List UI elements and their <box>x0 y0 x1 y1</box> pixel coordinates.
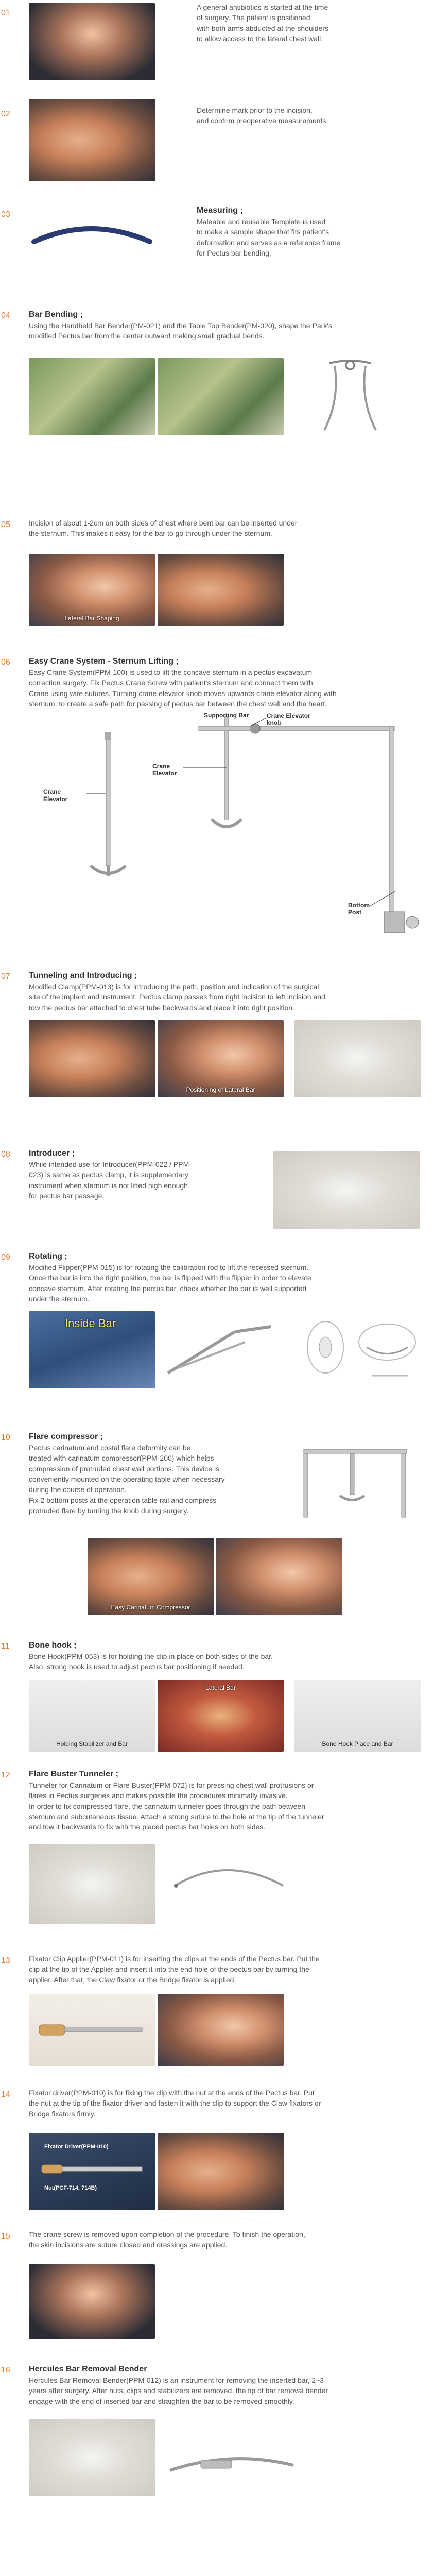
label-nut: Nut(PCF-714, 714B) <box>44 2185 97 2191</box>
label-crane-elevator-mid: Crane Elevator <box>152 762 177 777</box>
clip-applier-photo <box>29 1994 155 2066</box>
step-number: 14 <box>1 2090 10 2099</box>
step-14 <box>0 2087 434 2221</box>
step-description <box>29 1639 425 1672</box>
step-04 <box>0 307 434 500</box>
step-title: Bone hook ; <box>29 1641 77 1650</box>
text-line: and tow it backwards to fix with the placed pectus bar holes on both sides. <box>29 1823 266 1832</box>
text-line: the skin incisions are suture closed and dressings are applied. <box>29 2241 228 2249</box>
step-07 <box>0 969 434 1139</box>
crane-system-diagram <box>29 711 425 953</box>
step-number: 05 <box>1 520 10 529</box>
photo-caption: Lateral Bar Shaping <box>64 614 119 622</box>
step-number: 02 <box>1 110 10 118</box>
step-number: 08 <box>1 1150 10 1159</box>
skeleton-tunneler-photo <box>29 1844 155 1924</box>
text-line: Maleable and reusable Template is used <box>197 217 326 226</box>
text-line: Determine mark prior to the incision, <box>197 106 313 114</box>
incision-photo <box>158 554 284 626</box>
step-title: Tunneling and Introducing ; <box>29 971 137 980</box>
text-line: tow the pectus bar attached to chest tube backwards and place it into right position. <box>29 1003 294 1012</box>
photo-caption: Easy Carinatum Compressor <box>111 1603 190 1611</box>
text-line: Tunneler for Carinatum or Flare Buster(PPM-072) is for pressing chest wall protrusions or <box>29 1781 314 1790</box>
text-line: applier. After that, the Claw fixator or the Bridge fixator is applied. <box>29 1975 236 1984</box>
text-line: Crane using wire sutures. Turning crane elevator knob moves upwards crane elevator along with <box>29 689 337 698</box>
closing-incision-photo <box>29 2264 155 2339</box>
compressor-surgery-photo <box>216 1538 342 1615</box>
step-title: Easy Crane System - Sternum Lifting ; <box>29 657 179 666</box>
patient-positioning-photo <box>29 3 155 80</box>
step-03 <box>0 198 434 296</box>
text-line: with both arms abducted at the shoulders <box>197 24 329 32</box>
text-line: sternum, to create a safe path for passing of pectus bar between the chest wall and the heart. <box>29 700 327 708</box>
table-bender-photo <box>158 358 284 435</box>
text-line: sternum and subcutaneous tissue. Attach a strong suture to the hole at the tip of the tunneler <box>29 1812 324 1821</box>
handheld-bender-photo <box>29 358 155 435</box>
text-line: The crane screw is removed upon completion of the procedure. To finish the operation, <box>29 2230 305 2239</box>
step-number: 11 <box>1 1642 10 1651</box>
text-line: deformation and serves as a reference frame <box>197 238 341 247</box>
step-02 <box>0 98 434 196</box>
step-description <box>29 2088 425 2119</box>
text-line: Fixator driver(PPM-010) is for fixing the clip with the nut at the ends of the Pectus bar. Put <box>29 2089 315 2097</box>
fixator-driver-photo <box>29 2133 155 2210</box>
label-crane-elevator-knob: Crane Elevator knob <box>267 712 310 727</box>
bone-hook-surgery-photo <box>158 1680 284 1752</box>
text-line: Also, strong hook is used to adjust pectus bar positioning if needed. <box>29 1663 245 1671</box>
text-line: instrument when sternum is not lifted high enough <box>29 1181 188 1190</box>
text-line: Using the Handheld Bar Bender(PM-021) and the Table Top Bender(PM-020), shape the Park's <box>29 321 332 330</box>
text-line: flares in Pectus surgeries and makes possible the procedures minimally invasive. <box>29 1791 288 1800</box>
text-line: concave sternum. After rotating the pectus bar, check whether the bar is well supported <box>29 1284 307 1293</box>
photo-caption: Positioning of Lateral Bar <box>186 1086 255 1093</box>
step-15 <box>0 2228 434 2352</box>
step-number: 04 <box>1 311 10 320</box>
step-description <box>29 2229 425 2250</box>
compressor-applied-photo <box>88 1538 214 1615</box>
text-line: Pectus carinatum and costal flare deformity can be <box>29 1444 191 1452</box>
step-title: Measuring ; <box>197 206 243 215</box>
step-08 <box>0 1146 434 1244</box>
text-line: Modified Clamp(PPM-013) is for introducing the path, position and indication of the surgical <box>29 982 319 991</box>
text-line: Fix 2 bottom posts at the operation table rail and compress <box>29 1496 217 1504</box>
clip-applier-surgery-photo <box>158 1994 284 2066</box>
fixator-driver-surgery-photo <box>158 2133 284 2210</box>
text-line: of surgery. The patient is positioned <box>197 13 310 22</box>
step-description <box>29 518 425 539</box>
text-line: for Pectus bar bending. <box>197 249 271 258</box>
bone-hook-placement-photo <box>294 1680 421 1752</box>
step-06 <box>0 654 434 961</box>
step-number: 12 <box>1 1771 10 1780</box>
removal-skeleton-photo <box>29 2419 155 2496</box>
step-description <box>29 655 425 709</box>
removal-bender-photo <box>165 2439 299 2491</box>
step-number: 15 <box>1 2232 10 2241</box>
step-number: 13 <box>1 1956 10 1965</box>
text-line: In order to fix compressed flare, the carinatum tunneler goes through the path between <box>29 1802 305 1810</box>
text-line: site of the implant and instrument. Pectus clamp passes from right incision to left incision and <box>29 993 325 1002</box>
text-line: under the sternum. <box>29 1295 90 1303</box>
bar-positioning-photo <box>158 1020 284 1097</box>
photo-caption: Bone Hook Place and Bar <box>322 1740 393 1748</box>
text-line: Fixator Clip Applier(PPM-011) is for inserting the clips at the ends of the Pectus bar. Put the <box>29 1955 320 1963</box>
step-description <box>197 2 423 44</box>
text-line: conveniently mounted on the operating table when necessary <box>29 1475 225 1484</box>
photo-caption: Lateral Bar <box>205 1684 236 1691</box>
step-01 <box>0 0 434 88</box>
text-line: clip at the tip of the Applier and insert it into the end hole of the pectus bar by turning the <box>29 1965 309 1974</box>
text-line: Modified Flipper(PPM-015) is for rotating the calibration rod to lift the recessed sternum. <box>29 1263 309 1272</box>
text-line: Incision of about 1-2cm on both sides of chest where bent bar can be inserted under <box>29 519 298 527</box>
step-number: 09 <box>1 1253 10 1262</box>
text-line: correction surgery. Fix Pectus Crane Screw with patient's sternum and connect them with <box>29 679 313 687</box>
text-line: compression of protruded chest wall portions. This device is <box>29 1464 220 1473</box>
text-line: the sternum. This makes it easy for the bar to go through under the sternum. <box>29 529 272 538</box>
step-number: 01 <box>1 9 10 18</box>
step-title: Rotating ; <box>29 1252 67 1261</box>
step-11 <box>0 1638 434 1762</box>
text-line: protruded flare by turning the knob during surgery. <box>29 1506 189 1515</box>
step-number: 03 <box>1 210 10 219</box>
text-line: Once the bar is into the right position, the bar is flipped with the flipper in order to elevate <box>29 1274 311 1282</box>
step-title: Flare compressor ; <box>29 1432 103 1441</box>
step-number: 10 <box>1 1433 10 1442</box>
step-description <box>29 1431 271 1516</box>
flipper-instrument-photo <box>158 1311 284 1388</box>
step-05 <box>0 502 434 641</box>
step-description <box>29 1147 245 1201</box>
text-line: A general antibiotics is started at the time <box>197 3 328 11</box>
step-description <box>29 2363 425 2406</box>
step-10 <box>0 1430 434 1636</box>
label-bottom-post: Bottom Post <box>348 902 370 917</box>
tunneler-instrument-photo <box>170 1855 288 1911</box>
template-photo <box>29 206 155 257</box>
photo-caption: Inside Bar <box>65 1317 116 1330</box>
step-title: Bar Bending ; <box>29 310 83 319</box>
step-description <box>29 1954 425 1985</box>
text-line: modified Pectus bar from the center outward making small gradual bends. <box>29 332 265 341</box>
bone-hook-photo <box>29 1680 155 1752</box>
text-line: Easy Crane System(PPM-100) is used to lift the concave sternum in a pectus excavatum <box>29 668 313 677</box>
step-title: Flare Buster Tunneler ; <box>29 1770 118 1778</box>
step-09 <box>0 1249 434 1425</box>
text-line: While intended use for Introducer(PPM-022 / PPM- <box>29 1160 192 1169</box>
text-line: Bridge fixators firmly. <box>29 2109 96 2118</box>
text-line: Hercules Bar Removal Bender(PPM-012) is an instrument for removing the inserted bar, 2~3 <box>29 2376 324 2385</box>
step-16 <box>0 2362 434 2576</box>
step-description <box>197 205 423 258</box>
step-number: 06 <box>1 658 10 667</box>
step-description <box>29 1768 425 1833</box>
step-12 <box>0 1767 434 1942</box>
text-line: to make a sample shape that fits patient's <box>197 228 329 236</box>
text-line: treated with carinatum compressor(PPM-200) which helps <box>29 1454 214 1463</box>
skeleton-clamp-photo <box>294 1020 421 1097</box>
tunneling-photo <box>29 1020 155 1097</box>
text-line: the nut at the tip of the fixator driver and fasten it with the clip to support the Claw fixators or <box>29 2099 321 2108</box>
step-description <box>197 105 423 126</box>
step-number: 16 <box>1 2366 10 2375</box>
text-line: 023) is same as pectus clamp, it is supplementary <box>29 1171 188 1179</box>
photo-caption: Holding Stabilizer and Bar <box>56 1740 128 1748</box>
step-title: Introducer ; <box>29 1149 75 1158</box>
text-line: engage with the end of inserted bar and straighten the bar to be removed smoothly. <box>29 2397 294 2405</box>
text-line: and confirm preoperative measurements. <box>197 116 328 125</box>
incision-marking-photo <box>29 99 155 181</box>
label-supporting-bar: Supporting Bar <box>204 711 249 719</box>
bender-instrument-photo <box>299 358 402 435</box>
text-line: Bone Hook(PPM-053) is for holding the clip in place on both sides of the bar. <box>29 1652 273 1661</box>
step-number: 07 <box>1 972 10 981</box>
text-line: years after surgery. After nuts, clips and stabilizers are removed, the tip of bar removal bender <box>29 2386 328 2395</box>
step-description <box>29 1250 425 1304</box>
step-description <box>29 970 425 1013</box>
label-fixator-driver: Fixator Driver(PPM-010) <box>44 2144 109 2150</box>
label-crane-elevator-left: Crane Elevator <box>43 788 68 803</box>
bar-shaping-photo <box>29 554 155 626</box>
step-13 <box>0 1953 434 2081</box>
rotation-diagram <box>294 1311 423 1388</box>
text-line: for pectus bar passage. <box>29 1192 105 1200</box>
inside-bar-photo <box>29 1311 155 1388</box>
text-line: during the course of operation. <box>29 1485 127 1494</box>
carinatum-compressor-photo <box>288 1435 422 1522</box>
step-description <box>29 309 425 342</box>
step-title: Hercules Bar Removal Bender <box>29 2365 147 2374</box>
text-line: to allow access to the lateral chest wall. <box>197 34 323 43</box>
introducer-skeleton-photo <box>273 1151 420 1229</box>
